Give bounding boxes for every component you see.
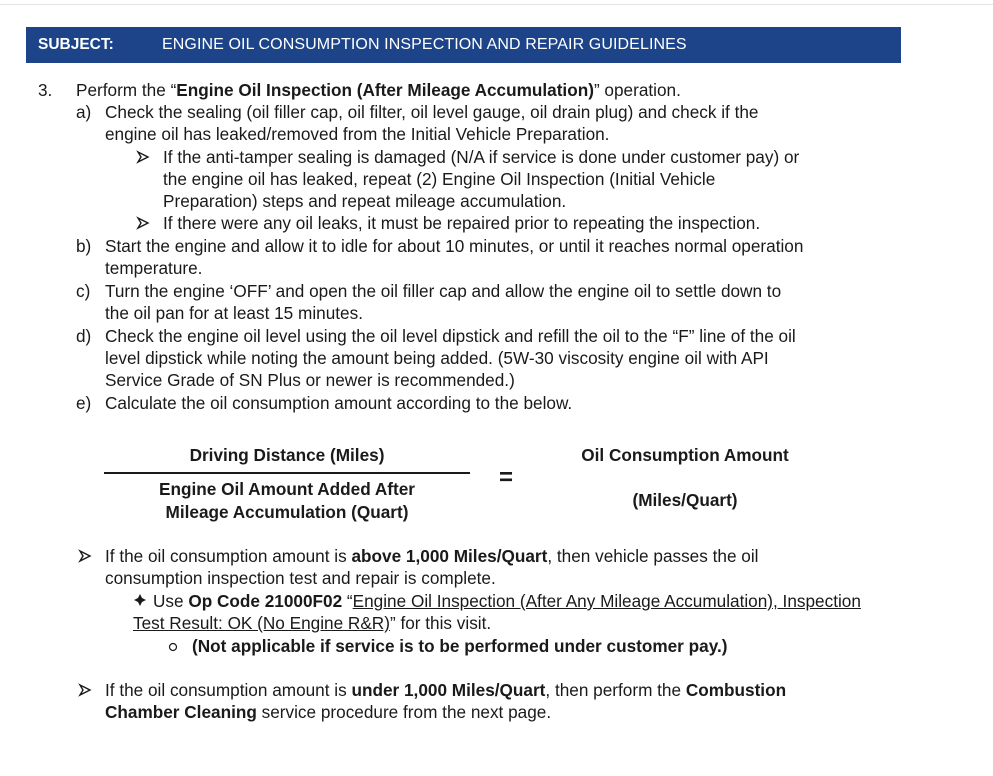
formula-result-line-2: (Miles/Quart) — [632, 490, 738, 510]
op-code-line-1 — [153, 590, 861, 612]
op-code-value: Op Code 21000F02 — [188, 591, 343, 611]
item-b-marker: b) — [76, 236, 92, 256]
step-intro-pre: Perform the “ — [76, 80, 177, 100]
result-under-pre: If the oil consumption amount is — [105, 680, 352, 700]
customer-pay-note: (Not applicable if service is to be performed under customer pay.) — [192, 636, 728, 656]
item-a-bullet-1-line-3: Preparation) steps and repeat mileage accumulation. — [163, 191, 567, 211]
result-above-post: , then vehicle passes the oil — [547, 546, 759, 566]
op-code-quote-open: “ — [342, 591, 353, 611]
formula-result-line-1: Oil Consumption Amount — [581, 445, 789, 465]
step-intro — [76, 79, 681, 101]
result-under-line-1 — [105, 679, 786, 701]
op-code-description-link-2[interactable]: Test Result: OK (No Engine R&R) — [133, 613, 390, 633]
item-b-line-2: temperature. — [105, 258, 203, 278]
op-code-pre: Use — [153, 591, 189, 611]
item-a-marker: a) — [76, 102, 92, 122]
arrow-bullet-icon — [78, 549, 92, 563]
item-a-bullet-2: If there were any oil leaks, it must be repaired prior to repeating the inspection. — [163, 213, 761, 233]
item-c-line-1: Turn the engine ‘OFF’ and open the oil filler cap and allow the engine oil to settle down to — [105, 281, 782, 301]
arrow-bullet-icon — [136, 216, 150, 230]
formula-denominator-line-1: Engine Oil Amount Added After — [159, 479, 415, 499]
arrow-bullet-icon — [78, 683, 92, 697]
item-a-bullet-1-line-1: If the anti-tamper sealing is damaged (N/A if service is done under customer pay) or — [163, 147, 800, 167]
item-e-marker: e) — [76, 393, 92, 413]
formula-fraction-bar — [104, 472, 470, 474]
result-under-chamber-cleaning: Chamber Cleaning — [105, 702, 257, 722]
formula-equals: = — [499, 464, 514, 491]
item-d-line-1: Check the engine oil level using the oil level dipstick and refill the oil to the “F” line of the oil — [105, 326, 796, 346]
page-top-rule — [0, 4, 993, 5]
result-above-threshold: above 1,000 Miles/Quart — [351, 546, 548, 566]
item-e-line-1: Calculate the oil consumption amount according to the below. — [105, 393, 573, 413]
circle-bullet-icon — [166, 640, 180, 654]
diamond-bullet-icon — [133, 593, 147, 607]
item-d-line-2: level dipstick while noting the amount being added. (5W-30 viscosity engine oil with API — [105, 348, 769, 368]
op-code-line-2 — [133, 612, 491, 634]
item-d-marker: d) — [76, 326, 92, 346]
arrow-bullet-icon — [136, 150, 150, 164]
item-d-line-3: Service Grade of SN Plus or newer is recommended.) — [105, 370, 515, 390]
item-a-bullet-1-line-2: the engine oil has leaked, repeat (2) Engine Oil Inspection (Initial Vehicle — [163, 169, 716, 189]
result-above-line-1 — [105, 545, 758, 567]
formula-numerator: Driving Distance (Miles) — [189, 445, 385, 465]
step-intro-bold: Engine Oil Inspection (After Mileage Accumulation) — [176, 80, 594, 100]
item-a-line-2: engine oil has leaked/removed from the Initial Vehicle Preparation. — [105, 124, 610, 144]
result-under-post: service procedure from the next page. — [256, 702, 552, 722]
item-c-line-2: the oil pan for at least 15 minutes. — [105, 303, 363, 323]
result-under-combustion: Combustion — [685, 680, 787, 700]
result-under-threshold: under 1,000 Miles/Quart — [351, 680, 546, 700]
op-code-post: ” for this visit. — [389, 613, 492, 633]
subject-label: SUBJECT: — [38, 36, 114, 53]
step-number: 3. — [38, 80, 53, 100]
op-code-description-link-1[interactable]: Engine Oil Inspection (After Any Mileage Accumulation), Inspection — [352, 591, 861, 611]
result-above-line-2: consumption inspection test and repair is complete. — [105, 568, 496, 588]
formula-denominator — [104, 478, 470, 524]
step-intro-post: ” operation. — [593, 80, 681, 100]
result-under-mid: , then perform the — [545, 680, 686, 700]
item-a-line-1: Check the sealing (oil filler cap, oil filter, oil level gauge, oil drain plug) and check if the — [105, 102, 759, 122]
item-c-marker: c) — [76, 281, 91, 301]
subject-bar — [26, 27, 901, 63]
item-b-line-1: Start the engine and allow it to idle for about 10 minutes, or until it reaches normal operation — [105, 236, 804, 256]
subject-title: ENGINE OIL CONSUMPTION INSPECTION AND REPAIR GUIDELINES — [162, 36, 687, 53]
formula-denominator-line-2: Mileage Accumulation (Quart) — [165, 502, 409, 522]
result-above-pre: If the oil consumption amount is — [105, 546, 352, 566]
result-under-line-2 — [105, 701, 551, 723]
